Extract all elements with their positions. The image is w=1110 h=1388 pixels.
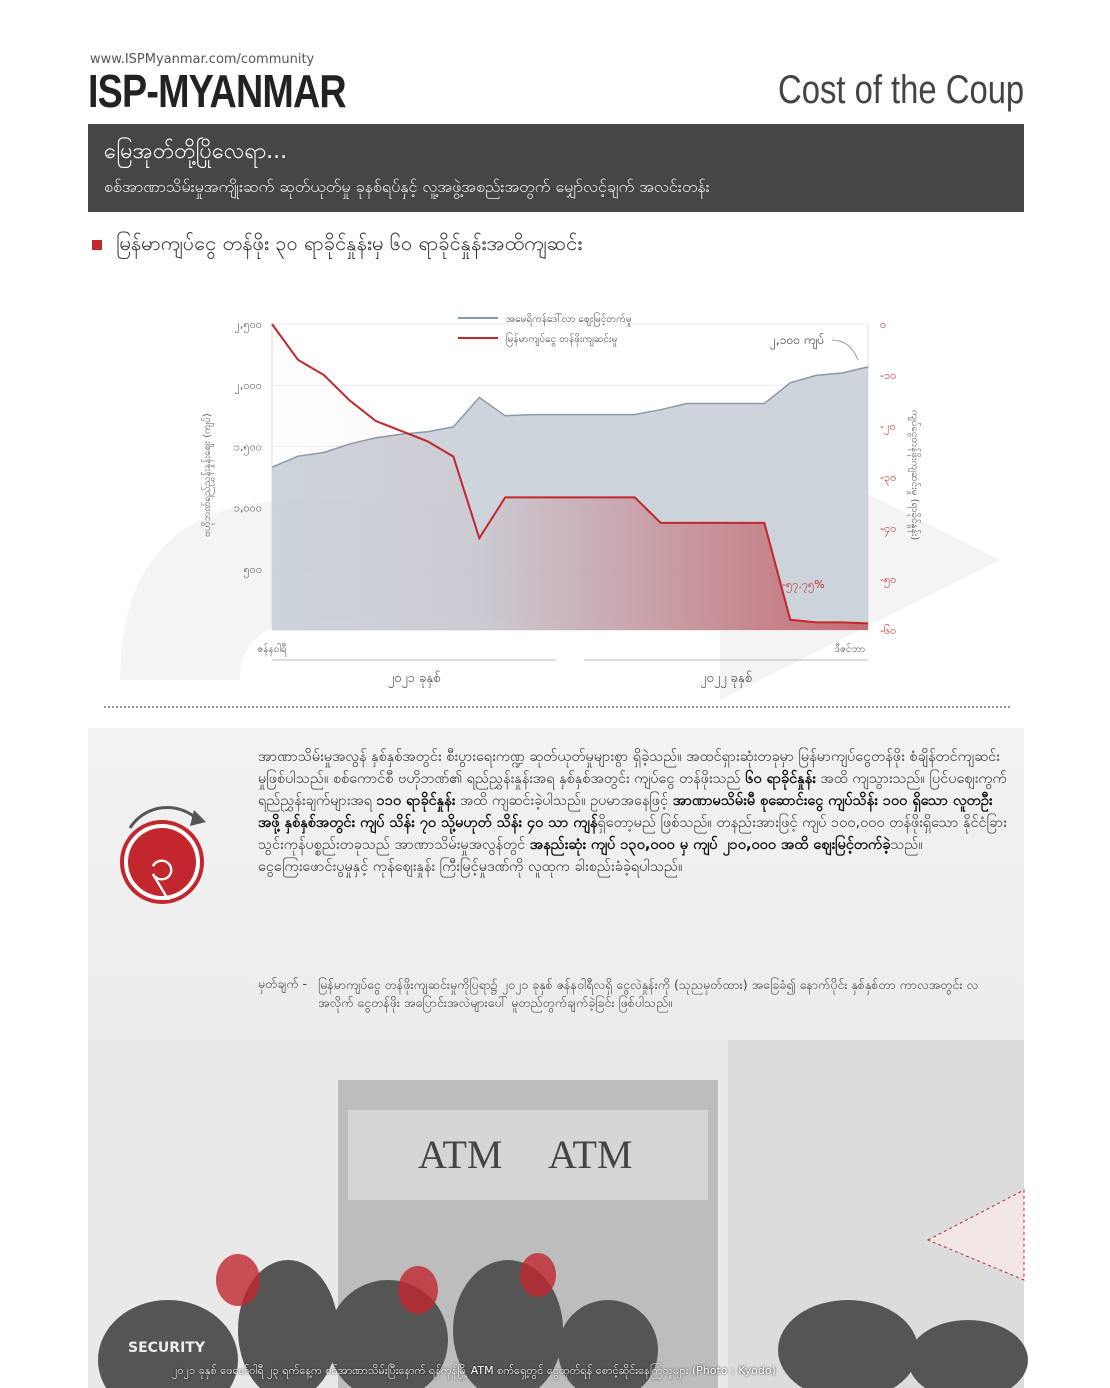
site-url[interactable]: www.ISPMyanmar.com/community bbox=[90, 52, 315, 67]
note-text: မြန်မာကျပ်ငွေ တန်ဖိုးကျဆင်းမှုကိုပြရာ၌ ၂၀၂၁ ခုနှစ် ဇန်နဝါရီလရှိ ငွေလဲနှုန်းကို (သုညမှတ်ထား) အခြေခံ၍ နောက်ပိုင်း နှစ်နှစ်တာ ကာလအတွင်း လအလိုက် ငွေတန်ဖိုး အပြောင်းအလဲများပေါ် မူတည်တွက်ချက်ခဲ့ခြင်း ဖြစ်ပါသည်။ bbox=[318, 977, 979, 1010]
x-end-label: ဒီဇင်ဘာ bbox=[834, 644, 866, 655]
banner-title: မြေအုတ်တို့ပြိုလေရာ... bbox=[104, 139, 288, 164]
annotation-usd-leader bbox=[832, 340, 858, 360]
number-badge bbox=[110, 800, 220, 910]
left-axis-ticks bbox=[234, 318, 262, 578]
note-label: မှတ်ချက် - bbox=[258, 976, 308, 991]
legend-usd: အမေရိကန်ဒေါ်လာ ဈေးမြင့်တက်မှု bbox=[506, 314, 632, 325]
year-label-2022: ၂၀၂၂ ခုနှစ် bbox=[700, 671, 752, 686]
body-bold-1: ၆၀ ရာခိုင်နှုန်း bbox=[745, 771, 816, 787]
right-axis-label: ကျပ်ငွေတန်ဖိုးကျဆင်းမှု (ရာခိုင်နှုန်း) bbox=[909, 409, 920, 541]
right-tick-label: -၁၀ bbox=[880, 369, 897, 382]
section-divider bbox=[104, 706, 1010, 708]
left-axis-label: ဗဟိုဘဏ်ရည်ညွှန်းနှုန်းဈေး (ကျပ်) bbox=[202, 413, 213, 537]
annotation-mmk-end: -၅၇.၇၅% bbox=[782, 578, 825, 591]
section-title: မြန်မာကျပ်ငွေ တန်ဖိုး ၃၀ ရာခိုင်နှုန်းမှ ၆၀ ရာခိုင်နှုန်းအထိကျဆင်း bbox=[116, 231, 583, 255]
badge-number: ၃ bbox=[149, 837, 175, 891]
right-axis-ticks bbox=[880, 318, 896, 637]
body-text-1: အာဏာသိမ်းမှုအလွန် နှစ်နှစ်အတွင်း စီးပွားရေးကဏ္ဍ ဆုတ်ယုတ်မှုများစွာ ရှိခဲ့သည်။ အထင်ရှားဆုံးတခုမှာ မြန်မာကျပ်ငွေတန်ဖိုး စံချိန်တင်ကျဆင်းမှုဖြစ်ပါသည်။ စစ်ကောင်စီ ဗဟိုဘဏ်၏ ရည်ညွှန်းနှုန်းအရ နှစ်နှစ်အတွင်း ကျပ်ငွေ တန်ဖိုးသည် bbox=[258, 749, 1000, 787]
x-start-label: ဇန်နဝါရီ bbox=[257, 644, 287, 655]
right-tick-label: -၃၀ bbox=[880, 471, 897, 484]
body-text-4: ရှိတော့မည် ဖြစ်သည်။ တနည်းအားဖြင့် ကျပ် ၁၀၀,၀၀၀ တန်ဖိုးရှိသော နိုင်ငံခြားသွင်းကုန်ပစ္စည်းတခုသည် အာဏာသိမ်းမှုအလွန်တွင် bbox=[258, 815, 1007, 853]
section-bullet bbox=[92, 240, 102, 250]
year-label-2021: ၂၀၂၁ ခုနှစ် bbox=[387, 671, 441, 686]
right-tick-label: -၂၀ bbox=[880, 420, 896, 433]
security-vest-text: SECURITY bbox=[128, 1340, 205, 1356]
left-tick-label: ၂,၅၀၀ bbox=[234, 318, 262, 331]
atm-sign-right: ATM bbox=[548, 1132, 633, 1177]
body-text-3: အထိ ကျဆင်းခဲ့ပါသည်။ ဥပမာအနေဖြင့် bbox=[459, 793, 669, 809]
left-tick-label: ၁,၅၀၀ bbox=[233, 440, 262, 454]
title-banner bbox=[88, 124, 1024, 212]
body-text-2: အထိ ကျသွားသည်။ ပြင်ပဈေးကွက် ရည်ညွှန်းချက်များအရ bbox=[258, 771, 1007, 809]
annotation-usd-end: ၂,၁၀၀ ကျပ် bbox=[770, 333, 824, 347]
left-tick-label: ၂,၀၀၀ bbox=[234, 379, 262, 393]
atm-sign-left: ATM bbox=[418, 1132, 503, 1177]
right-tick-label: -၄၀ bbox=[880, 522, 897, 535]
right-tick-label: -၆၀ bbox=[880, 624, 897, 637]
body-paragraph bbox=[258, 746, 1008, 878]
atm-queue-photo bbox=[88, 1040, 1024, 1388]
body-bold-3: အာဏာမသိမ်းမီ စုဆောင်းငွေ ကျပ်သိန်း ၁၀၀ ရှိသော လူတဦးအဖို့ နှစ်နှစ်အတွင်း ကျပ် သိန်း ၇၀ သို့မဟုတ် သိန်း ၄၀ သာ ကျန် bbox=[258, 793, 993, 831]
exchange-rate-chart bbox=[190, 300, 920, 700]
right-tick-label: ၀ bbox=[880, 318, 887, 331]
body-bold-4: အနည်းဆုံး ကျပ် ၁၃၀,၀၀၀ မှ ကျပ် ၂၁၀,၀၀၀ အထိ ဈေးမြင့်တက်ခဲ့ bbox=[529, 837, 891, 853]
left-tick-label: ၅၀၀ bbox=[243, 562, 262, 576]
brand-logo: ISP-MYANMAR bbox=[88, 65, 346, 117]
legend-mmk: မြန်မာကျပ်ငွေ တန်ဖိုးကျဆင်းမှု bbox=[506, 334, 618, 345]
right-tick-label: -၅၀ bbox=[880, 573, 897, 586]
left-tick-label: ၁,၀၀၀ bbox=[233, 501, 262, 515]
series-title: Cost of the Coup bbox=[777, 68, 1024, 112]
photo-caption: ၂၀၂၁ ခုနှစ် ဖေဖော်ဝါရီ ၂၃ ရက်နေ့က စစ်အာဏာသိမ်းပြီးနောက် ရန်ကုန်မြို့ ATM စက်ရှေ့တွင် ငွေထုတ်ရန် စောင့်ဆိုင်းနေကြသူများ (Photo : Kyodo) bbox=[172, 1364, 776, 1377]
banner-subtitle: စစ်အာဏာသိမ်းမှုအကျိုးဆက် ဆုတ်ယုတ်မှု ခုနစ်ရပ်နှင့် လူ့အဖွဲ့အစည်းအတွက် မျှော်လင့်ချက် အလင်းတန်း bbox=[104, 177, 710, 196]
body-bold-2: ၁၁၀ ရာခိုင်နှုန်း bbox=[376, 793, 456, 809]
body-text-5: သည်။ ငွေကြေးဖောင်းပွမှုနှင့် ကုန်ဈေးနှုန်း ကြီးမြင့်မှုဒဏ်ကို လူထုက ခါးစည်းခံခဲ့ရပါသည်။ bbox=[258, 837, 923, 875]
